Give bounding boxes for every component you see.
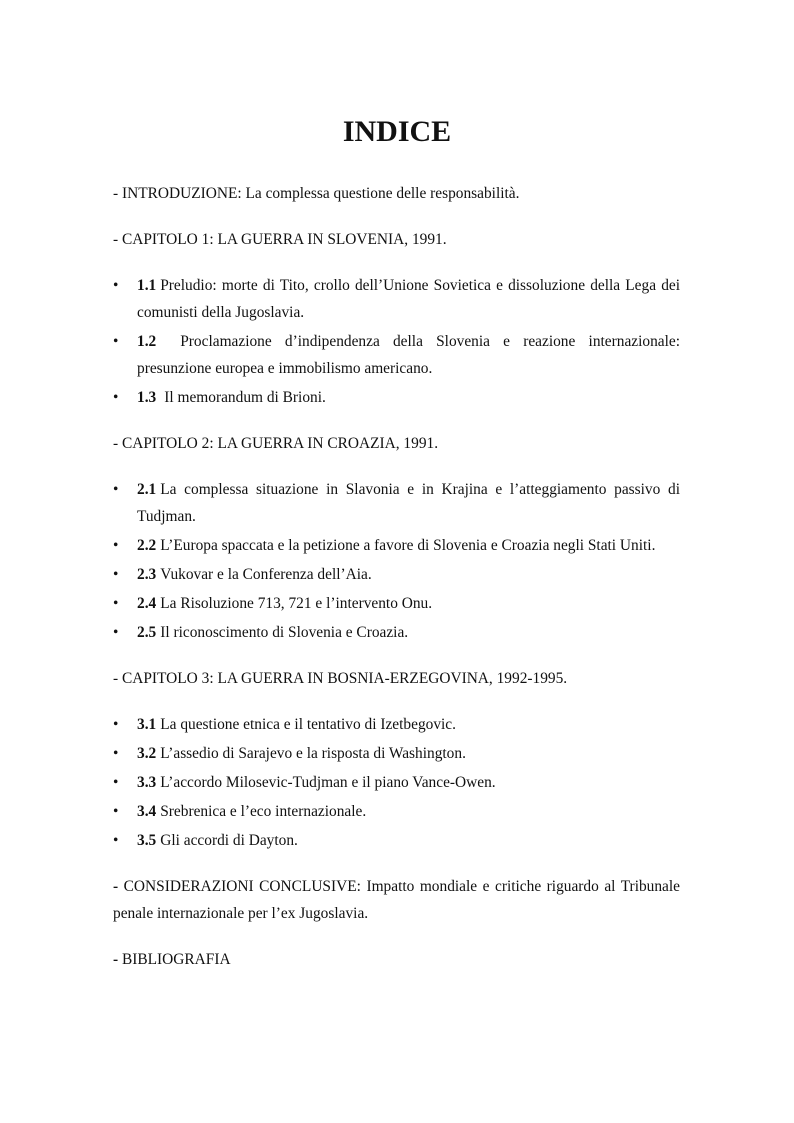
section-number: 1.1 xyxy=(137,277,157,294)
bullet-icon: • xyxy=(113,774,119,791)
conclusions-entry xyxy=(113,873,680,927)
bullet-icon: • xyxy=(113,716,119,733)
bibliography-text: BIBLIOGRAFIA xyxy=(122,951,231,968)
bullet-icon: • xyxy=(113,389,119,406)
chapter-2-heading: - CAPITOLO 2: LA GUERRA IN CROAZIA, 1991. xyxy=(113,435,439,452)
section-title: Gli accordi di Dayton. xyxy=(160,832,298,849)
bibliography-entry xyxy=(113,946,680,973)
section-number: 2.4 xyxy=(137,595,157,612)
bullet-icon: • xyxy=(113,624,119,641)
list-item xyxy=(113,711,680,738)
list-item xyxy=(113,619,680,646)
bullet-icon: • xyxy=(113,803,119,820)
section-number: 2.5 xyxy=(137,624,157,641)
bullet-icon: • xyxy=(113,481,119,498)
bullet-icon: • xyxy=(113,566,119,583)
section-title: Preludio: morte di Tito, crollo dell’Unione Sovietica e dissoluzione della Lega dei comunisti della Jugoslavia. xyxy=(137,277,680,321)
list-item xyxy=(113,561,680,588)
list-item xyxy=(113,384,680,411)
bullet-icon: • xyxy=(113,333,119,350)
bullet-icon: • xyxy=(113,745,119,762)
section-title: La Risoluzione 713, 721 e l’intervento Onu. xyxy=(160,595,433,612)
section-number: 2.3 xyxy=(137,566,157,583)
section-title: Vukovar e la Conferenza dell’Aia. xyxy=(160,566,372,583)
section-number: 2.2 xyxy=(137,537,157,554)
conclusions-dash: - xyxy=(113,878,119,895)
chapter-3-list xyxy=(113,711,680,854)
chapter-2-list xyxy=(113,476,680,646)
bullet-icon: • xyxy=(113,537,119,554)
section-number: 3.1 xyxy=(137,716,157,733)
table-of-contents xyxy=(113,180,680,992)
section-title: L’accordo Milosevic-Tudjman e il piano Vance-Owen. xyxy=(160,774,496,791)
bibliography-dash: - xyxy=(113,951,119,968)
section-title: Srebrenica e l’eco internazionale. xyxy=(160,803,367,820)
section-number: 3.2 xyxy=(137,745,157,762)
section-number: 2.1 xyxy=(137,481,157,498)
section-number: 1.2 xyxy=(137,333,157,350)
intro-entry: - INTRODUZIONE: La complessa questione delle responsabilità. xyxy=(113,185,520,202)
section-title: Il memorandum di Brioni. xyxy=(164,389,326,406)
list-item xyxy=(113,740,680,767)
conclusions-text: CONSIDERAZIONI CONCLUSIVE: Impatto mondiale e critiche riguardo al Tribunale penale internazionale per l’ex Jugoslavia. xyxy=(113,878,680,922)
list-item xyxy=(113,532,680,559)
bullet-icon: • xyxy=(113,595,119,612)
section-number: 3.4 xyxy=(137,803,157,820)
list-item xyxy=(113,590,680,617)
list-item xyxy=(113,272,680,326)
list-item xyxy=(113,769,680,796)
section-title: La complessa situazione in Slavonia e in Krajina e l’atteggiamento passivo di Tudjman. xyxy=(137,481,680,525)
list-item xyxy=(113,798,680,825)
section-title: L’assedio di Sarajevo e la risposta di Washington. xyxy=(160,745,466,762)
bullet-icon: • xyxy=(113,277,119,294)
chapter-1-heading: - CAPITOLO 1: LA GUERRA IN SLOVENIA, 1991. xyxy=(113,231,447,248)
section-title: La questione etnica e il tentativo di Izetbegovic. xyxy=(160,716,456,733)
section-title: Proclamazione d’indipendenza della Slovenia e reazione internazionale: presunzione europea e immobilismo americano. xyxy=(137,333,680,377)
section-title: Il riconoscimento di Slovenia e Croazia. xyxy=(160,624,409,641)
section-number: 1.3 xyxy=(137,389,157,406)
section-title: L’Europa spaccata e la petizione a favore di Slovenia e Croazia negli Stati Uniti. xyxy=(160,537,656,554)
page-title: INDICE xyxy=(342,115,452,148)
bullet-icon: • xyxy=(113,832,119,849)
section-number: 3.3 xyxy=(137,774,157,791)
list-item xyxy=(113,328,680,382)
list-item xyxy=(113,827,680,854)
chapter-3-heading: - CAPITOLO 3: LA GUERRA IN BOSNIA-ERZEGOVINA, 1992-1995. xyxy=(113,670,568,687)
list-item xyxy=(113,476,680,530)
chapter-1-list xyxy=(113,272,680,411)
section-number: 3.5 xyxy=(137,832,157,849)
